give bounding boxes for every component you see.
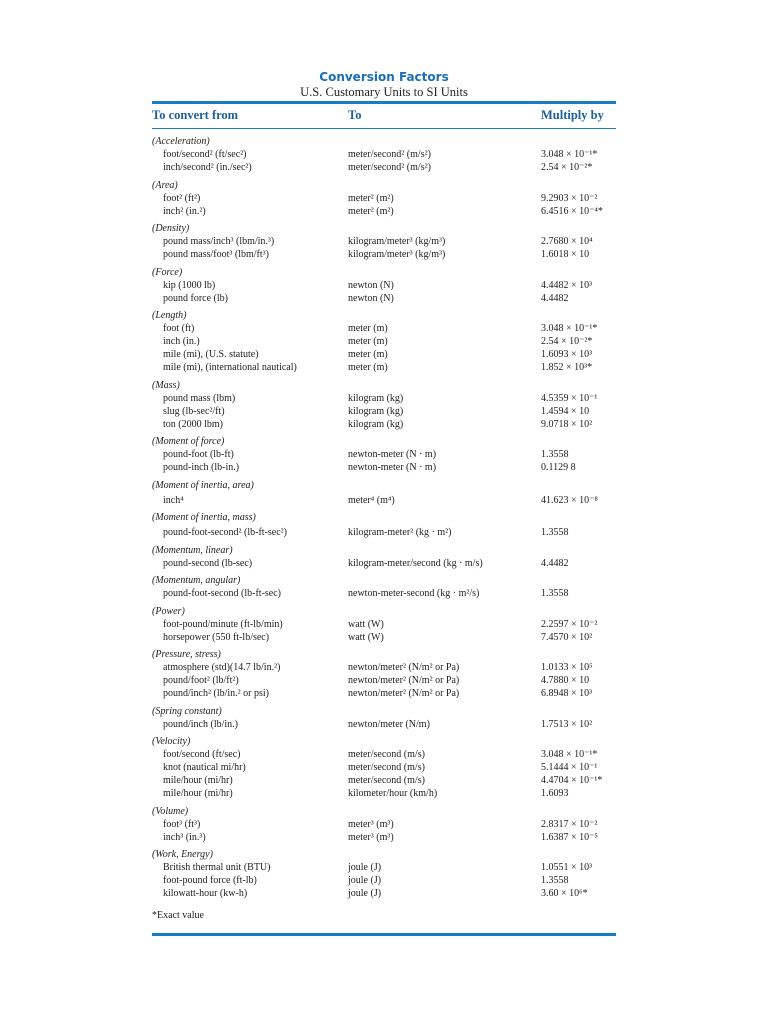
from-unit: pound-inch (lb-in.)	[163, 462, 240, 473]
from-unit: inch (in.)	[163, 336, 200, 347]
multiply-factor: 2.8317 × 10⁻²	[541, 818, 598, 830]
from-unit: mile/hour (mi/hr)	[163, 775, 233, 786]
multiply-factor: 3.048 × 10⁻¹*	[541, 323, 598, 334]
group-title: (Volume)	[152, 805, 189, 817]
multiply-factor: 4.4482	[541, 557, 569, 569]
table-row	[152, 874, 616, 887]
group-title: (Momentum, angular)	[152, 575, 241, 586]
to-unit: kilogram (kg)	[348, 392, 404, 404]
from-unit: pound-foot-second (lb-ft-sec)	[163, 588, 282, 599]
table-row	[152, 292, 616, 305]
multiply-factor: 4.4482 × 10³	[541, 279, 593, 291]
from-unit: pound mass/foot³ (lbm/ft³)	[163, 249, 269, 260]
table-row	[152, 248, 616, 261]
group-title: (Spring constant)	[152, 705, 222, 717]
unit-group	[152, 848, 616, 900]
to-unit: meter (m)	[348, 336, 388, 347]
to-unit: newton (N)	[348, 292, 394, 304]
table-row	[152, 674, 616, 687]
to-unit: meter/second (m/s)	[348, 749, 425, 760]
to-unit: kilogram/meter³ (kg/m³)	[348, 249, 446, 260]
multiply-factor: 0.1129 8	[541, 462, 576, 473]
group-title: (Force)	[152, 266, 183, 278]
from-unit: pound force (lb)	[163, 292, 228, 304]
to-unit: newton-meter (N · m)	[348, 449, 437, 460]
to-unit: meter (m)	[348, 362, 388, 373]
unit-group	[152, 379, 616, 431]
multiply-factor: 4.4704 × 10⁻¹*	[541, 775, 603, 786]
table-row	[152, 748, 616, 761]
table-row	[152, 235, 616, 248]
table-row	[152, 494, 616, 507]
multiply-factor: 6.8948 × 10³	[541, 688, 593, 699]
multiply-factor: 1.3558	[541, 588, 569, 599]
group-title: (Area)	[152, 179, 178, 191]
multiply-factor: 1.7513 × 10²	[541, 718, 593, 730]
table-row	[152, 687, 616, 700]
from-unit: British thermal unit (BTU)	[163, 862, 271, 873]
table-row	[152, 448, 616, 461]
table-row	[152, 361, 616, 374]
table-row	[152, 418, 616, 431]
table-row	[152, 887, 616, 900]
group-title: (Length)	[152, 310, 187, 321]
header-rule	[152, 128, 616, 129]
unit-group	[152, 479, 616, 507]
table-row	[152, 818, 616, 831]
multiply-factor: 3.60 × 10⁶*	[541, 888, 588, 899]
table-row	[152, 405, 616, 418]
unit-group	[152, 705, 616, 731]
table-row	[152, 831, 616, 844]
multiply-factor: 1.6387 × 10⁻⁵	[541, 831, 598, 843]
unit-group	[152, 435, 616, 474]
from-unit: pound-foot (lb-ft)	[163, 449, 234, 460]
table-row	[152, 787, 616, 800]
table-row	[152, 335, 616, 348]
table-row	[152, 205, 616, 218]
to-unit: meter/second² (m/s²)	[348, 162, 431, 173]
unit-group	[152, 179, 616, 218]
conversion-factors-page	[152, 70, 616, 936]
from-unit: pound mass/inch³ (lbm/in.³)	[163, 236, 275, 247]
from-unit: slug (lb-sec²/ft)	[163, 405, 225, 417]
from-unit: pound-foot-second² (lb-ft-sec²)	[163, 527, 288, 538]
unit-group	[152, 266, 616, 305]
to-unit: newton-meter (N · m)	[348, 462, 437, 473]
table-row	[152, 526, 616, 539]
multiply-factor: 3.048 × 10⁻¹*	[541, 749, 598, 760]
multiply-factor: 9.0718 × 10²	[541, 418, 593, 430]
from-unit: pound/inch² (lb/in.² or psi)	[163, 688, 269, 699]
from-unit: inch³ (in.³)	[163, 831, 206, 843]
to-unit: meter (m)	[348, 349, 388, 360]
from-unit: pound/foot² (lb/ft²)	[163, 675, 239, 686]
from-unit: inch² (in.²)	[163, 205, 206, 217]
unit-group	[152, 511, 616, 539]
to-unit: joule (J)	[348, 888, 382, 899]
to-unit: kilogram (kg)	[348, 418, 404, 430]
table-row	[152, 322, 616, 335]
from-unit: mile/hour (mi/hr)	[163, 788, 233, 799]
from-unit: foot³ (ft³)	[163, 818, 201, 830]
from-unit: horsepower (550 ft-lb/sec)	[163, 631, 270, 643]
from-unit: foot/second (ft/sec)	[163, 749, 241, 760]
multiply-factor: 1.4594 × 10	[541, 405, 590, 417]
to-unit: newton/meter² (N/m² or Pa)	[348, 662, 460, 673]
multiply-factor: 3.048 × 10⁻¹*	[541, 149, 598, 160]
to-unit: kilogram-meter/second (kg · m/s)	[348, 557, 483, 569]
multiply-factor: 5.1444 × 10⁻¹	[541, 762, 598, 773]
to-unit: watt (W)	[348, 631, 384, 643]
from-unit: atmosphere (std)(14.7 lb/in.²)	[163, 662, 281, 673]
table-row	[152, 279, 616, 292]
from-unit: pound mass (lbm)	[163, 392, 236, 404]
multiply-factor: 1.6018 × 10	[541, 249, 590, 260]
unit-group	[152, 648, 616, 700]
to-unit: meter/second (m/s)	[348, 775, 425, 786]
unit-group	[152, 605, 616, 644]
to-unit: newton/meter (N/m)	[348, 718, 430, 730]
table-row	[152, 661, 616, 674]
unit-group	[152, 735, 616, 800]
unit-group	[152, 805, 616, 844]
table-row	[152, 774, 616, 787]
from-unit: foot-pound force (ft-lb)	[163, 875, 257, 886]
multiply-factor: 1.3558	[541, 875, 569, 886]
to-unit: newton (N)	[348, 279, 394, 291]
multiply-factor: 7.4570 × 10²	[541, 631, 593, 643]
unit-group	[152, 309, 616, 374]
multiply-factor: 6.4516 × 10⁻⁴*	[541, 205, 603, 217]
table-header	[152, 104, 616, 128]
multiply-factor: 1.0551 × 10³	[541, 862, 593, 873]
table-row	[152, 618, 616, 631]
from-unit: foot² (ft²)	[163, 192, 201, 204]
multiply-factor: 2.54 × 10⁻²*	[541, 162, 593, 173]
to-unit: watt (W)	[348, 618, 384, 630]
table-row	[152, 718, 616, 731]
to-unit: newton/meter² (N/m² or Pa)	[348, 675, 460, 686]
header-to: To	[348, 108, 362, 122]
table-row	[152, 192, 616, 205]
conversion-table	[152, 135, 616, 900]
multiply-factor: 2.54 × 10⁻²*	[541, 336, 593, 347]
multiply-factor: 1.3558	[541, 527, 569, 538]
from-unit: inch/second² (in./sec²)	[163, 162, 252, 173]
to-unit: meter² (m²)	[348, 192, 394, 204]
to-unit: kilometer/hour (km/h)	[348, 788, 438, 799]
from-unit: foot/second² (ft/sec²)	[163, 149, 247, 160]
table-row	[152, 348, 616, 361]
to-unit: meter (m)	[348, 323, 388, 334]
from-unit: pound/inch (lb/in.)	[163, 718, 238, 730]
to-unit: meter³ (m³)	[348, 831, 394, 843]
multiply-factor: 2.2597 × 10⁻²	[541, 618, 598, 630]
multiply-factor: 1.6093	[541, 788, 569, 799]
from-unit: mile (mi), (U.S. statute)	[163, 349, 259, 360]
group-title: (Moment of inertia, area)	[152, 479, 254, 491]
multiply-factor: 2.7680 × 10⁴	[541, 236, 593, 247]
group-title: (Density)	[152, 223, 190, 234]
unit-group	[152, 135, 616, 174]
multiply-factor: 4.5359 × 10⁻¹	[541, 392, 598, 404]
to-unit: meter³ (m³)	[348, 818, 394, 830]
from-unit: foot (ft)	[163, 323, 195, 334]
page-title: Conversion Factors	[319, 70, 449, 84]
table-row	[152, 148, 616, 161]
to-unit: newton-meter-second (kg · m²/s)	[348, 588, 480, 599]
multiply-factor: 1.3558	[541, 449, 569, 460]
page-subtitle: U.S. Customary Units to SI Units	[300, 85, 468, 99]
group-title: (Momentum, linear)	[152, 544, 233, 556]
table-row	[152, 392, 616, 405]
table-row	[152, 557, 616, 570]
group-title: (Pressure, stress)	[152, 649, 221, 660]
group-title: (Moment of force)	[152, 436, 225, 447]
bottom-rule	[152, 933, 616, 936]
multiply-factor: 1.0133 × 10⁵	[541, 662, 593, 673]
to-unit: newton/meter² (N/m² or Pa)	[348, 688, 460, 699]
multiply-factor: 1.6093 × 10³	[541, 349, 593, 360]
from-unit: knot (nautical mi/hr)	[163, 762, 246, 773]
multiply-factor: 4.7880 × 10	[541, 675, 590, 686]
to-unit: meter² (m²)	[348, 205, 394, 217]
from-unit: foot-pound/minute (ft-lb/min)	[163, 618, 283, 630]
from-unit: kip (1000 lb)	[163, 279, 216, 291]
to-unit: meter/second² (m/s²)	[348, 149, 431, 160]
footnote: *Exact value	[152, 910, 204, 921]
group-title: (Acceleration)	[152, 136, 210, 147]
table-row	[152, 587, 616, 600]
from-unit: ton (2000 lbm)	[163, 418, 223, 430]
unit-group	[152, 574, 616, 600]
table-row	[152, 161, 616, 174]
from-unit: mile (mi), (international nautical)	[163, 362, 297, 373]
header-from: To convert from	[152, 108, 239, 122]
multiply-factor: 4.4482	[541, 292, 569, 304]
from-unit: pound-second (lb-sec)	[163, 557, 253, 569]
group-title: (Work, Energy)	[152, 849, 213, 860]
group-title: (Moment of inertia, mass)	[152, 512, 256, 523]
to-unit: meter/second (m/s)	[348, 762, 425, 773]
to-unit: joule (J)	[348, 875, 382, 886]
header-multiply: Multiply by	[541, 108, 604, 122]
table-row	[152, 461, 616, 474]
unit-group	[152, 222, 616, 261]
table-row	[152, 761, 616, 774]
from-unit: kilowatt-hour (kw-h)	[163, 888, 248, 899]
table-row	[152, 861, 616, 874]
to-unit: kilogram/meter³ (kg/m³)	[348, 236, 446, 247]
multiply-factor: 1.852 × 10³*	[541, 362, 593, 373]
group-title: (Mass)	[152, 379, 180, 391]
group-title: (Velocity)	[152, 736, 191, 747]
unit-group	[152, 544, 616, 570]
from-unit: inch⁴	[163, 494, 184, 506]
multiply-factor: 9.2903 × 10⁻²	[541, 192, 598, 204]
to-unit: kilogram-meter² (kg · m²)	[348, 527, 452, 538]
to-unit: joule (J)	[348, 862, 382, 873]
table-row	[152, 631, 616, 644]
to-unit: kilogram (kg)	[348, 405, 404, 417]
group-title: (Power)	[152, 605, 185, 617]
multiply-factor: 41.623 × 10⁻⁸	[541, 494, 598, 506]
to-unit: meter⁴ (m⁴)	[348, 494, 395, 506]
